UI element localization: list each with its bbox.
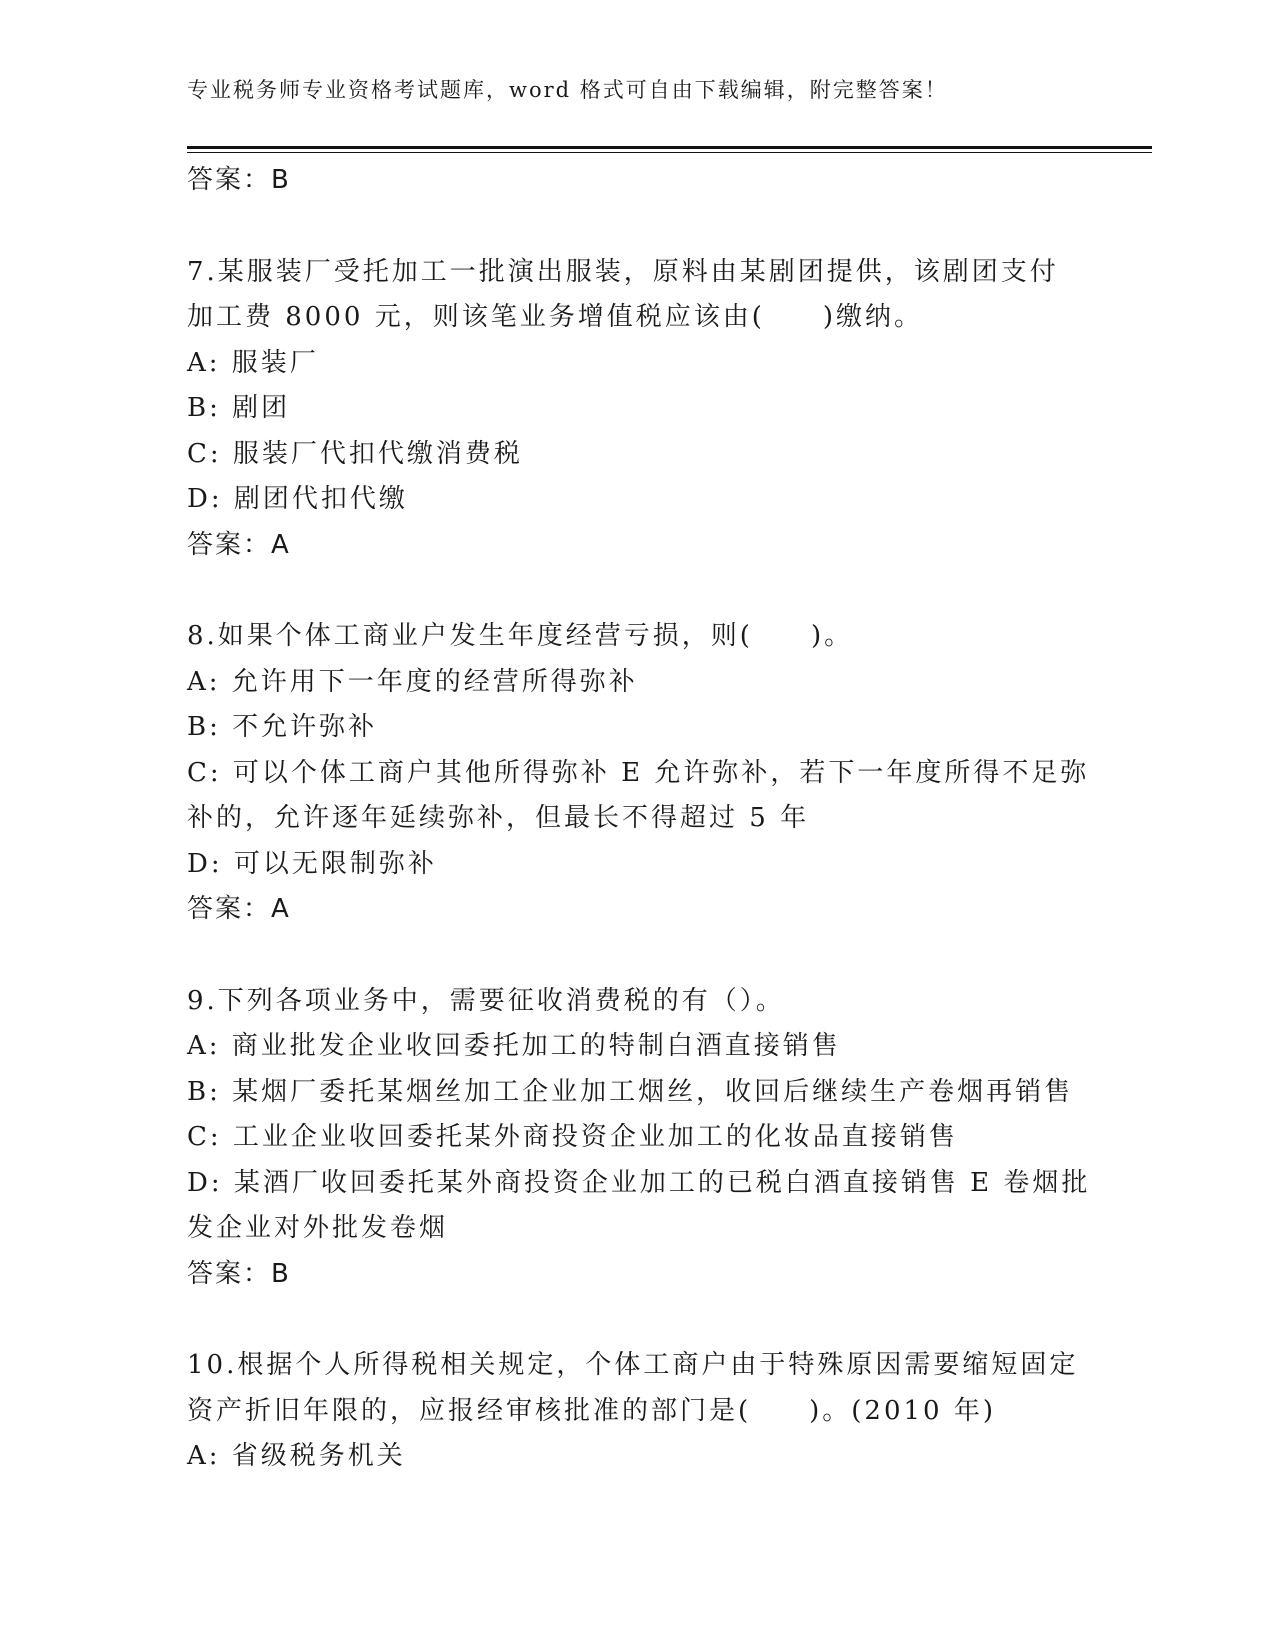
answer: 答案：A (187, 529, 291, 560)
question-stem-line: 8.如果个体工商业户发生年度经营亏损，则( )。 (187, 621, 854, 651)
page-header: 专业税务师专业资格考试题库，word 格式可自由下载编辑，附完整答案！ (187, 78, 948, 102)
spacer (187, 568, 1087, 614)
question-10 (187, 1343, 1087, 1480)
question-content (187, 158, 1091, 1480)
option-b: B: 剧团 (187, 393, 291, 423)
previous-answer: 答案：B (187, 165, 291, 195)
option-c: C: 工业企业收回委托某外商投资企业加工的化妆品直接销售 (187, 1122, 958, 1152)
question-stem-line: 加工费 8000 元，则该笔业务增值税应该由( )缴纳。 (187, 302, 923, 332)
question-stem-line: 9.下列各项业务中，需要征收消费税的有（）。 (187, 985, 785, 1016)
option-a: A: 商业批发企业收回委托加工的特制白酒直接销售 (187, 1031, 841, 1061)
question-stem-line: 10.根据个人所得税相关规定，个体工商户由于特殊原因需要缩短固定 (187, 1350, 1079, 1380)
answer: 答案：A (187, 894, 291, 924)
answer: 答案：B (187, 1258, 291, 1289)
spacer (187, 204, 1087, 250)
option-b: B: 某烟厂委托某烟丝加工企业加工烟丝，收回后继续生产卷烟再销售 (187, 1076, 1074, 1107)
option-a: A: 省级税务机关 (187, 1441, 406, 1471)
header-rule (187, 146, 1152, 149)
question-7 (187, 250, 1087, 569)
spacer (187, 933, 1087, 979)
option-a: A: 服装厂 (187, 347, 319, 378)
option-c-continued: 补的，允许逐年延续弥补，但最长不得超过 5 年 (187, 803, 810, 833)
question-stem-line: 7.某服装厂受托加工一批演出服装，原料由某剧团提供，该剧团支付 (187, 256, 1059, 287)
question-stem-line: 资产折旧年限的，应报经审核批准的部门是( )。(2010 年) (187, 1395, 997, 1426)
option-c: C: 可以个体工商户其他所得弥补 E 允许弥补，若下一年度所得不足弥 (187, 757, 1090, 788)
option-c: C: 服装厂代扣代缴消费税 (187, 438, 523, 469)
question-8 (187, 614, 1090, 933)
option-b: B: 不允许弥补 (187, 712, 378, 742)
option-d: D: 剧团代扣代缴 (187, 484, 408, 514)
option-d-continued: 发企业对外批发卷烟 (187, 1213, 449, 1243)
option-d: D: 可以无限制弥补 (187, 848, 437, 879)
header-rule-thin (187, 152, 1152, 153)
question-9 (187, 979, 1091, 1298)
spacer (187, 1297, 1087, 1343)
option-a: A: 允许用下一年度的经营所得弥补 (187, 666, 638, 697)
option-d: D: 某酒厂收回委托某外商投资企业加工的已税白酒直接销售 E 卷烟批 (187, 1167, 1091, 1198)
